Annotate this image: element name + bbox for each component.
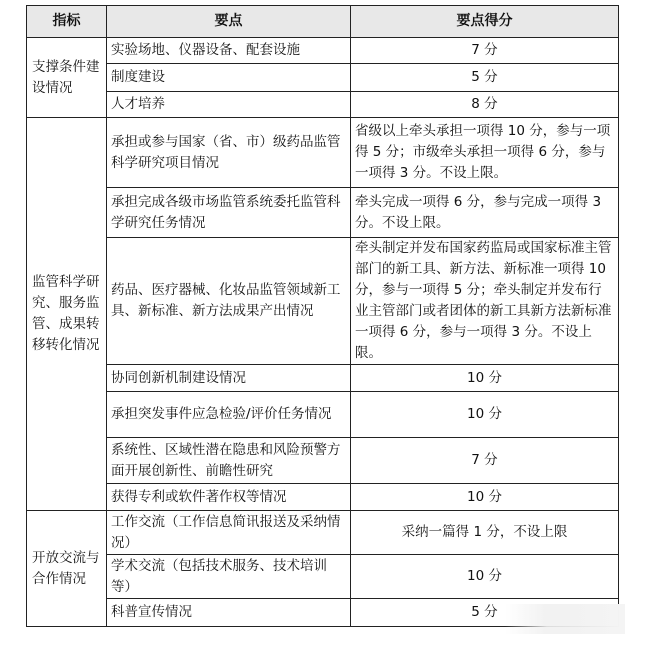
- score-cell: 10 分: [351, 484, 619, 511]
- point-cell: 药品、医疗器械、化妆品监管领域新工具、新标准、新方法成果产出情况: [107, 238, 351, 365]
- category-open-exchange: 开放交流与合作情况: [27, 511, 107, 627]
- header-score: 要点得分: [351, 6, 619, 38]
- score-cell: 10 分: [351, 555, 619, 599]
- score-cell: 5 分: [351, 599, 619, 627]
- point-cell: 获得专利或软件著作权等情况: [107, 484, 351, 511]
- point-cell: 制度建设: [107, 64, 351, 92]
- table-row: [27, 365, 619, 392]
- score-table: [26, 5, 619, 627]
- table-row: [27, 511, 619, 555]
- point-cell: 承担完成各级市场监管系统委托监管科学研究任务情况: [107, 188, 351, 238]
- score-cell: 8 分: [351, 92, 619, 118]
- point-cell: 承担或参与国家（省、市）级药品监管科学研究项目情况: [107, 118, 351, 188]
- table-row: [27, 599, 619, 627]
- score-cell: 省级以上牵头承担一项得 10 分，参与一项得 5 分；市级牵头承担一项得 6 分，参与一项得 3 分。不设上限。: [351, 118, 619, 188]
- table-row: [27, 484, 619, 511]
- point-cell: 承担突发事件应急检验/评价任务情况: [107, 392, 351, 438]
- header-row: [27, 6, 619, 38]
- category-regulatory-science: 监管科学研究、服务监管、成果转移转化情况: [27, 118, 107, 511]
- table-row: [27, 92, 619, 118]
- header-indicator: 指标: [27, 6, 107, 38]
- table-row: [27, 438, 619, 484]
- point-cell: 学术交流（包括技术服务、技术培训等）: [107, 555, 351, 599]
- category-support-conditions: 支撑条件建设情况: [27, 38, 107, 118]
- score-cell: 10 分: [351, 365, 619, 392]
- table-row: [27, 188, 619, 238]
- score-cell: 牵头完成一项得 6 分，参与完成一项得 3 分。不设上限。: [351, 188, 619, 238]
- point-cell: 科普宣传情况: [107, 599, 351, 627]
- table-row: [27, 555, 619, 599]
- score-cell: 采纳一篇得 1 分，不设上限: [351, 511, 619, 555]
- header-point: 要点: [107, 6, 351, 38]
- table-row: [27, 38, 619, 64]
- table-row: [27, 64, 619, 92]
- point-cell: 实验场地、仪器设备、配套设施: [107, 38, 351, 64]
- point-cell: 系统性、区域性潜在隐患和风险预警方面开展创新性、前瞻性研究: [107, 438, 351, 484]
- point-cell: 协同创新机制建设情况: [107, 365, 351, 392]
- score-cell: 10 分: [351, 392, 619, 438]
- score-cell: 7 分: [351, 38, 619, 64]
- score-cell: 牵头制定并发布国家药监局或国家标准主管部门的新工具、新方法、新标准一项得 10 分，参与一项得 5 分；牵头制定并发布行业主管部门或者团体的新工具新方法新标准一项得 6 分，参与一项得 3 分。不设上限。: [351, 238, 619, 365]
- score-cell: 7 分: [351, 438, 619, 484]
- point-cell: 人才培养: [107, 92, 351, 118]
- table-row: [27, 392, 619, 438]
- table-row: [27, 238, 619, 365]
- table-row: [27, 118, 619, 188]
- point-cell: 工作交流（工作信息简讯报送及采纳情况）: [107, 511, 351, 555]
- score-cell: 5 分: [351, 64, 619, 92]
